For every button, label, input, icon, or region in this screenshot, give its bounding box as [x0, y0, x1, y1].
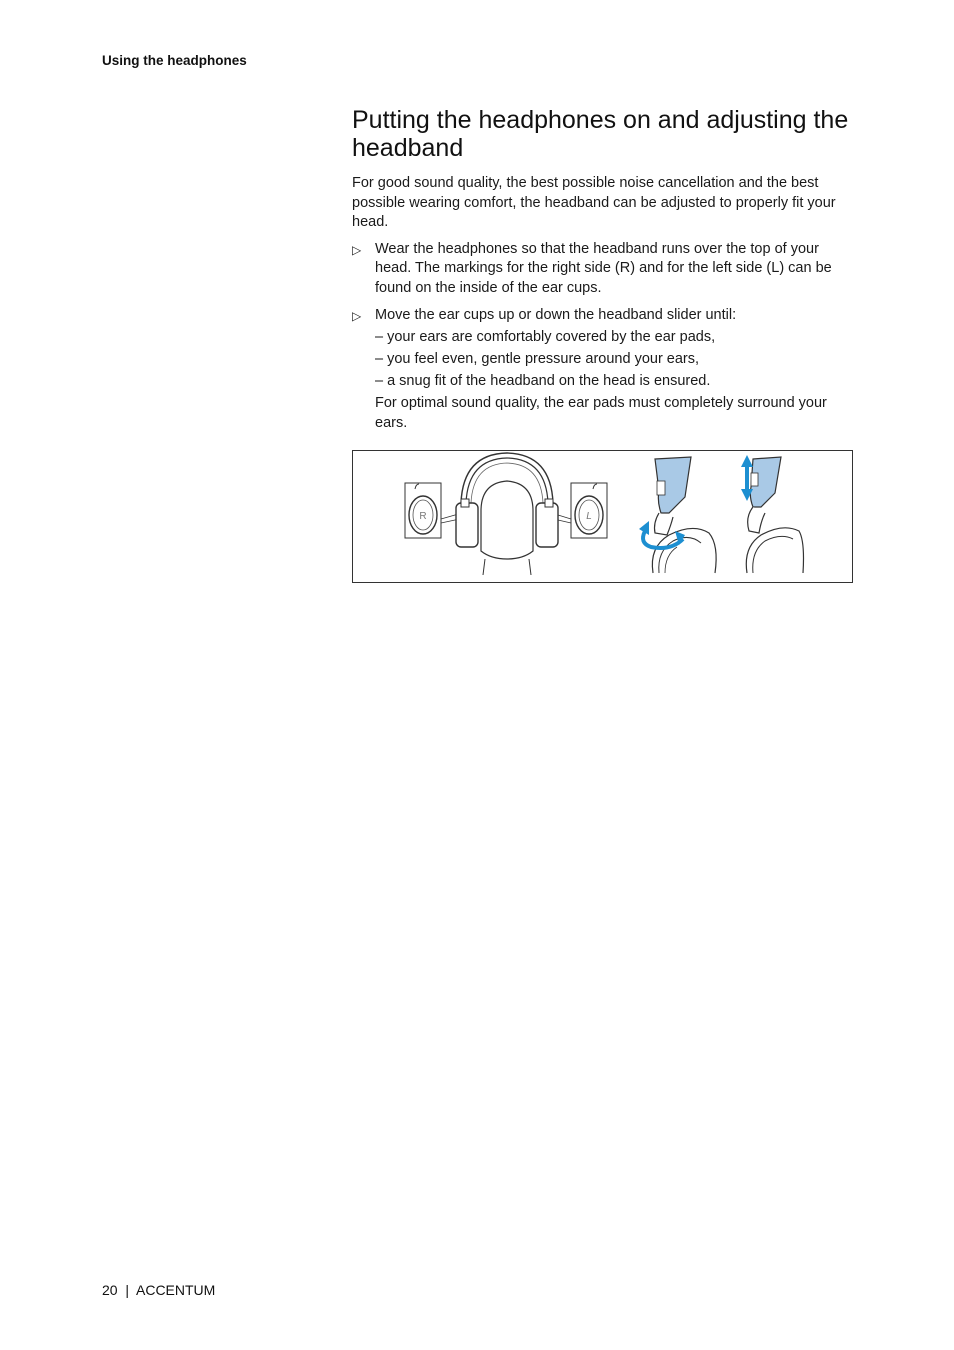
condition-list [375, 328, 855, 392]
page-footer: 20 | ACCENTUM [102, 1282, 216, 1298]
step-1 [352, 240, 855, 299]
slide-earcup-detail [741, 455, 804, 573]
page-title: Putting the headphones on and adjusting the headband [352, 106, 849, 162]
rotate-earcup-detail [639, 457, 716, 573]
head-front-view [456, 453, 558, 575]
triangle-bullet-icon: ▷ [352, 308, 362, 323]
left-earcup-inset [571, 483, 607, 538]
step-2 [352, 306, 855, 434]
intro-paragraph: For good sound quality, the best possible noise cancellation and the best possible wearing comfort, the headband can be adjusted to properly fit your head. [352, 175, 836, 231]
list-item: – a snug fit of the headband on the head is ensured. [375, 373, 711, 390]
running-header: Using the headphones [102, 53, 247, 68]
step-1-text: Wear the headphones so that the headband runs over the top of your head. The markings for the right side (R) and for the left side (L) can be found on the inside of the ear cups. [375, 240, 832, 296]
step-2-body [375, 306, 855, 434]
headphones-fitting-illustration [352, 450, 853, 583]
step-2-text: Move the ear cups up or down the headband slider until: [375, 306, 737, 323]
content-column [352, 106, 855, 583]
list-item: – you feel even, gentle pressure around your ears, [375, 350, 700, 367]
illustration-svg [353, 451, 852, 582]
list-item: – your ears are comfortably covered by the ear pads, [375, 328, 716, 345]
right-earcup-inset [405, 483, 441, 538]
right-marking-label: R [419, 510, 427, 522]
left-marking-label: L [586, 510, 592, 522]
sound-quality-note: For optimal sound quality, the ear pads must completely surround your ears. [375, 395, 827, 431]
triangle-bullet-icon: ▷ [352, 242, 362, 257]
